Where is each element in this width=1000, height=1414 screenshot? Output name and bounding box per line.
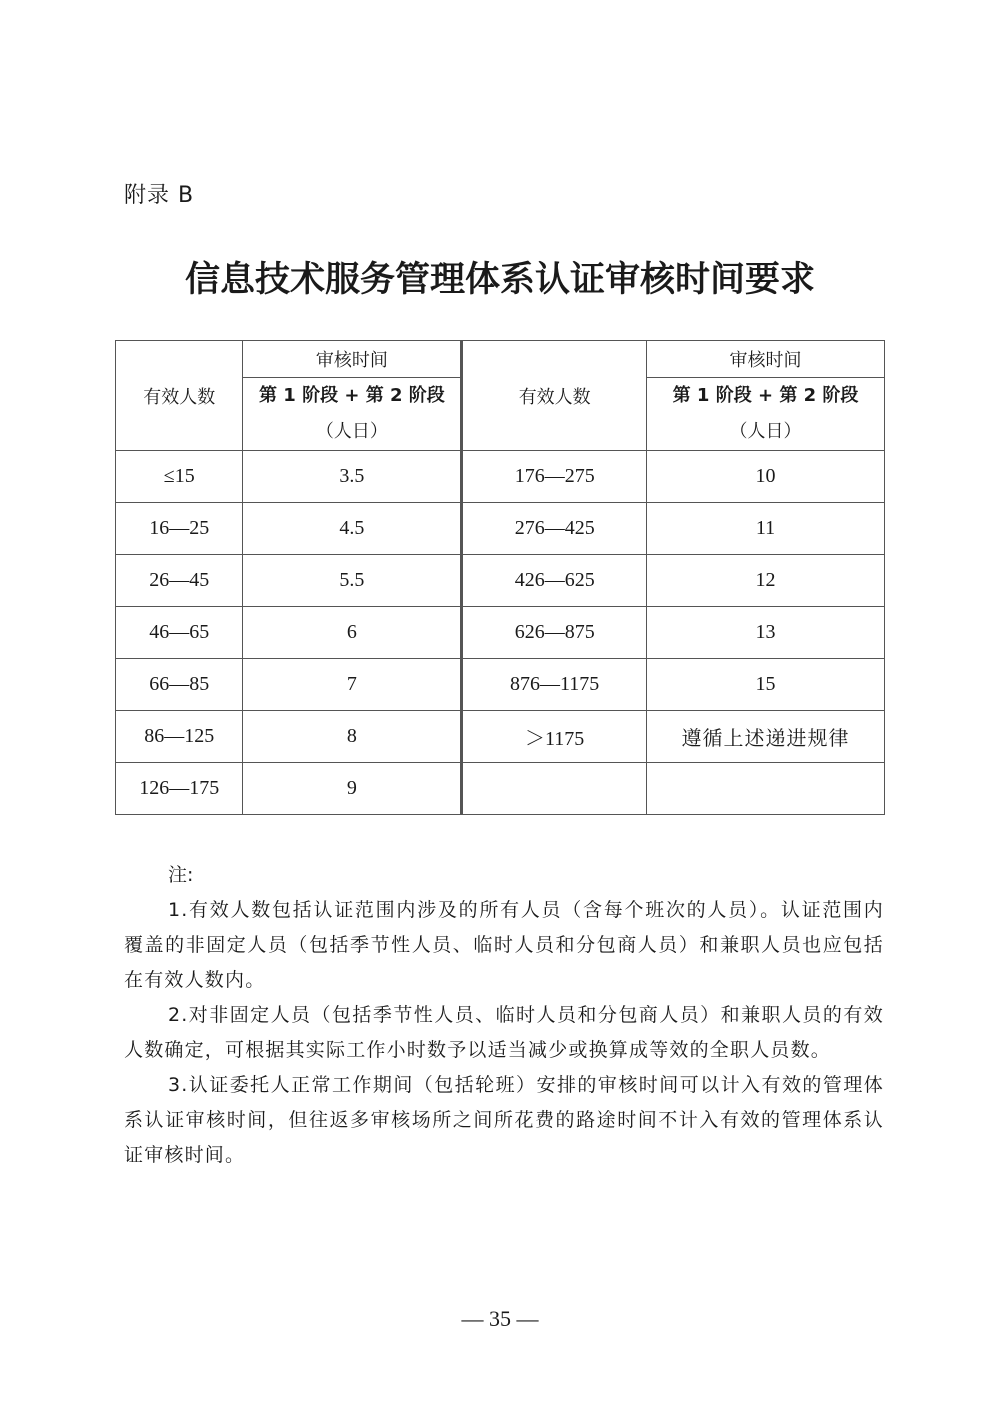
left-count-cell: 86—125 xyxy=(116,711,243,763)
right-time-cell: 10 xyxy=(647,451,885,503)
right-time-cell xyxy=(647,763,885,815)
audit-time-table xyxy=(115,340,885,815)
header-left-stage-label: 第 1 阶段 + 第 2 阶段 xyxy=(259,385,445,406)
left-time-cell: 4.5 xyxy=(243,503,462,555)
page-number: — 35 — xyxy=(461,1306,539,1331)
right-count-cell: 276—425 xyxy=(462,503,647,555)
table-row xyxy=(116,555,885,607)
note-item: 2.对非固定人员（包括季节性人员、临时人员和分包商人员）和兼职人员的有效人数确定，可根据其实际工作小时数予以适当减少或换算成等效的全职人员数。 xyxy=(124,1004,884,1061)
left-count-cell: 66—85 xyxy=(116,659,243,711)
left-time-cell: 6 xyxy=(243,607,462,659)
right-time-cell: 遵循上述递进规律 xyxy=(647,711,885,763)
header-left-count: 有效人数 xyxy=(116,341,243,451)
header-right-stage xyxy=(647,378,885,451)
table-header-row xyxy=(116,341,885,378)
table-row xyxy=(116,659,885,711)
left-count-cell: 46—65 xyxy=(116,607,243,659)
left-time-cell: 7 xyxy=(243,659,462,711)
right-count-cell: 176—275 xyxy=(462,451,647,503)
header-right-stage-label: 第 1 阶段 + 第 2 阶段 xyxy=(672,385,859,406)
left-time-cell: 8 xyxy=(243,711,462,763)
header-left-stage xyxy=(243,378,462,451)
header-right-time: 审核时间 xyxy=(647,341,885,378)
right-count-cell: 426—625 xyxy=(462,555,647,607)
left-count-cell: 126—175 xyxy=(116,763,243,815)
right-time-cell: 11 xyxy=(647,503,885,555)
table-row xyxy=(116,503,885,555)
right-count-cell: 876—1175 xyxy=(462,659,647,711)
header-left-unit: （人日） xyxy=(315,421,388,442)
table-row xyxy=(116,763,885,815)
notes-section xyxy=(124,858,884,1173)
header-right-unit: （人日） xyxy=(729,421,802,442)
header-right-count: 有效人数 xyxy=(462,341,647,451)
right-time-cell: 12 xyxy=(647,555,885,607)
table-row xyxy=(116,607,885,659)
left-count-cell: ≤15 xyxy=(116,451,243,503)
right-count-cell xyxy=(462,763,647,815)
left-time-cell: 3.5 xyxy=(243,451,462,503)
right-count-cell: ＞1175 xyxy=(462,711,647,763)
right-time-cell: 13 xyxy=(647,607,885,659)
left-count-cell: 16—25 xyxy=(116,503,243,555)
note-item: 1.有效人数包括认证范围内涉及的所有人员（含每个班次的人员）。认证范围内覆盖的非固定人员（包括季节性人员、临时人员和分包商人员）和兼职人员也应包括在有效人数内。 xyxy=(124,899,884,991)
right-time-cell: 15 xyxy=(647,659,885,711)
right-count-cell: 626—875 xyxy=(462,607,647,659)
header-left-time: 审核时间 xyxy=(243,341,462,378)
table-row xyxy=(116,451,885,503)
left-time-cell: 5.5 xyxy=(243,555,462,607)
notes-heading: 注: xyxy=(168,864,194,886)
document-title: 信息技术服务管理体系认证审核时间要求 xyxy=(184,260,815,300)
left-time-cell: 9 xyxy=(243,763,462,815)
table-row xyxy=(116,711,885,763)
left-count-cell: 26—45 xyxy=(116,555,243,607)
appendix-label: 附录 B xyxy=(124,183,195,208)
note-item: 3.认证委托人正常工作期间（包括轮班）安排的审核时间可以计入有效的管理体系认证审核时间，但往返多审核场所之间所花费的路途时间不计入有效的管理体系认证审核时间。 xyxy=(124,1074,884,1166)
